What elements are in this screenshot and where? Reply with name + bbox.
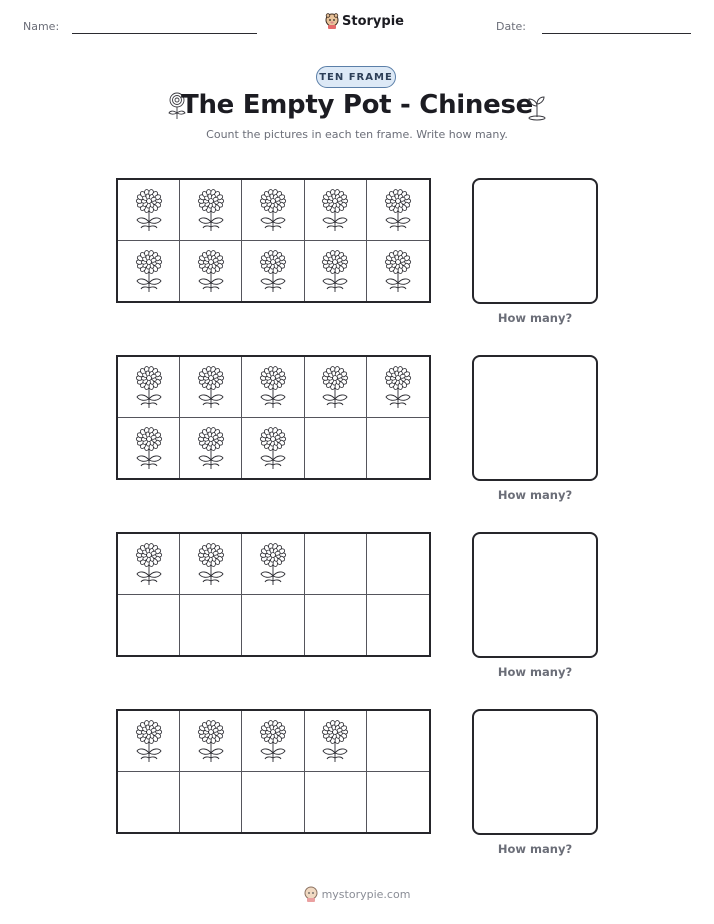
how-many-label: How many? [497,488,573,502]
answer-box[interactable] [472,709,598,835]
name-write-line[interactable] [72,33,257,34]
chrysanthemum-flower-icon [132,364,166,410]
ten-frame-cell [180,595,242,656]
chrysanthemum-flower-icon [194,364,228,410]
chrysanthemum-flower-icon [194,425,228,471]
ten-frame-cell [242,534,304,595]
ten-frame-cell [180,772,242,833]
chrysanthemum-flower-icon [132,541,166,587]
brand-logo [325,13,404,29]
ten-frame [116,532,431,657]
chrysanthemum-flower-icon [381,248,415,294]
ten-frame-cell [367,180,429,241]
ten-frame-cell [242,418,304,479]
ten-frame-cell [305,595,367,656]
instructions: Count the pictures in each ten frame. Write how many. [206,128,508,141]
chrysanthemum-flower-icon [194,541,228,587]
ten-frame [116,178,431,303]
chrysanthemum-flower-icon [256,541,290,587]
sprout-icon [525,93,549,121]
how-many-label: How many? [497,665,573,679]
ten-frame-cell [367,711,429,772]
ten-frame-cell [118,534,180,595]
date-label: Date: [496,20,526,33]
chrysanthemum-flower-icon [381,364,415,410]
ten-frame-cell [118,357,180,418]
ten-frame-cell [180,534,242,595]
name-label: Name: [23,20,60,33]
ten-frame-cell [242,357,304,418]
ten-frame-cell [242,180,304,241]
ten-frame-cell [367,595,429,656]
ten-frame-cell [305,711,367,772]
ten-frame-cell [367,772,429,833]
ten-frame-cell [305,180,367,241]
ten-frame-cell [118,418,180,479]
chrysanthemum-flower-icon [318,248,352,294]
chrysanthemum-flower-icon [318,364,352,410]
ten-frame-cell [305,534,367,595]
ten-frame-cell [305,357,367,418]
ten-frame-cell [367,241,429,302]
ten-frame-cell [367,534,429,595]
how-many-label: How many? [497,311,573,325]
answer-box[interactable] [472,355,598,481]
ten-frame-cell [118,711,180,772]
storypie-mascot-icon [325,13,339,29]
chrysanthemum-flower-icon [194,718,228,764]
ten-frame-cell [242,595,304,656]
ten-frame-cell [118,241,180,302]
ten-frame-cell [305,418,367,479]
ten-frame-cell [242,711,304,772]
chrysanthemum-flower-icon [381,187,415,233]
ten-frame-cell [118,595,180,656]
ten-frame-cell [367,418,429,479]
chrysanthemum-flower-icon [194,248,228,294]
ten-frame-badge: TEN FRAME [316,66,396,88]
ten-frame-cell [242,241,304,302]
chrysanthemum-flower-icon [132,718,166,764]
ten-frame-cell [180,241,242,302]
ten-frame-cell [180,711,242,772]
ten-frame-cell [118,180,180,241]
answer-box[interactable] [472,532,598,658]
chrysanthemum-flower-icon [132,425,166,471]
chrysanthemum-flower-icon [318,718,352,764]
ten-frame-cell [118,772,180,833]
ten-frame-cell [305,772,367,833]
ten-frame-cell [180,357,242,418]
page-title: The Empty Pot - Chinese [181,90,533,120]
chrysanthemum-flower-icon [318,187,352,233]
chrysanthemum-flower-icon [194,187,228,233]
chrysanthemum-flower-icon [256,364,290,410]
ten-frame-cell [242,772,304,833]
chrysanthemum-flower-icon [132,187,166,233]
ten-frame-cell [367,357,429,418]
ten-frame [116,709,431,834]
footer-url: mystorypie.com [321,887,411,901]
footer [0,886,714,902]
answer-box[interactable] [472,178,598,304]
ten-frame-cell [180,418,242,479]
chrysanthemum-flower-icon [256,718,290,764]
chrysanthemum-flower-icon [256,187,290,233]
date-write-line[interactable] [542,33,691,34]
ten-frame-cell [180,180,242,241]
chrysanthemum-flower-icon [256,248,290,294]
storypie-mascot-icon [304,886,318,902]
how-many-label: How many? [497,842,573,856]
ten-frame [116,355,431,480]
chrysanthemum-flower-icon [256,425,290,471]
brand-name: Storypie [342,13,404,29]
ten-frame-cell [305,241,367,302]
chrysanthemum-flower-icon [132,248,166,294]
